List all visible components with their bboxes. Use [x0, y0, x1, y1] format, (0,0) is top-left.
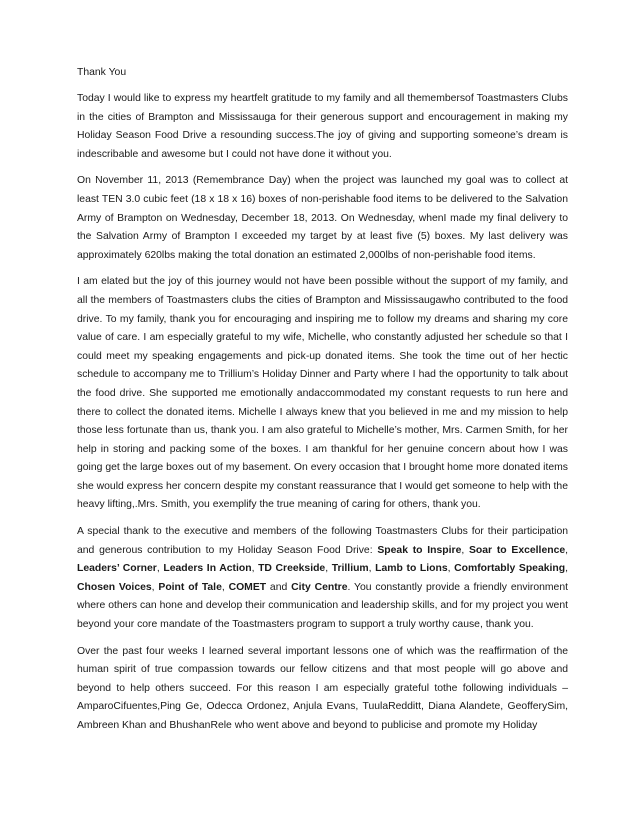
club-name: COMET — [228, 581, 267, 593]
paragraph-gratitude: Today I would like to express my heartfelt gratitude to my family and all themembersof Toastmasters Clubs in the cities of Brampton and Mississauga for their generous support and encouragement in making my Holiday Season Food Drive a resounding success.The joy of giving and supporting someone’s dream is indescribable and awesome but I could not have done it without you. — [77, 93, 568, 160]
club-name: Soar to Excellence — [469, 544, 566, 556]
club-thanks-intro: A special thank to the executive and members of the following Toastmasters Clubs for their participation and generous contribution to my Holiday Season Food Drive: — [77, 526, 568, 556]
letter-title: Thank You — [77, 67, 127, 78]
club-thanks-outro: . You constantly provide a friendly environment where others can hone and develop their communication and leadership skills, and for my project you went beyond your core mandate of the Toastmasters program to support a truly worthy cause, thank you. — [77, 581, 568, 631]
club-name: Comfortably Speaking — [454, 563, 566, 575]
club-name: Point of Tale — [158, 581, 222, 593]
club-name: Chosen Voices — [77, 581, 152, 593]
paragraph-family-thanks: I am elated but the joy of this journey would not have been possible without the support of my family, and all the members of Toastmasters clubs the cities of Brampton and Mississaugawho contributed to the food drive. To my family, thank you for encouraging and inspiring me to follow my dreams and sharing my core value of care. I am especially grateful to my wife, Michelle, who constantly adjusted her schedule so that I could meet my speaking engagements and pick-up donated items. She took the time out of her hectic schedule to accompany me to Trillium’s Holiday Dinner and Party where I had the opportunity to talk about the food drive. She supported me emotionally andaccommodated my constant requests to run here and there to collect the donated items. Michelle I always knew that you believed in me and my mission to help those less fortunate than us, thank you. I am also grateful to Michelle’s mother, Mrs. Carmen Smith, for her help in storing and packing some of the boxes. I am thankful for her genuine concern about how I was going get the large boxes out of my basement. On every occasion that I brought home more donated items she would express her concern despite my constant reassurance that I would get someone to help with the heavy lifting,.Mrs. Smith, you exemplify the true meaning of caring for others, thank you. — [77, 276, 568, 511]
club-name: Lamb to Lions — [375, 563, 448, 575]
club-name: TD Creekside — [258, 563, 326, 575]
paragraph-club-thanks: A special thank to the executive and members of the following Toastmasters Clubs for their participation and generous contribution to my Holiday Season Food Drive: Speak to Inspire, Soar to Excellence, Leaders’ Corner, Leaders In Action, TD Creekside, Trillium, Lamb to Lions, Comfortably Speaking, Chosen Voices, Point of Tale, COMET and City Centre. You constantly provide a friendly environment where others can hone and develop their communication and leadership skills, and for my project you went beyond your core mandate of the Toastmasters program to support a truly worthy cause, thank you. — [77, 526, 569, 631]
club-name: Leaders’ Corner — [77, 563, 157, 575]
paragraph-project-goal: On November 11, 2013 (Remembrance Day) when the project was launched my goal was to collect at least TEN 3.0 cubic feet (18 x 18 x 16) boxes of non-perishable food items to be delivered to the Salvation Army of Brampton on Wednesday, December 18, 2013. On Wednesday, whenI made my final delivery to the Salvation Army of Brampton I exceeded my target by at least five (5) boxes. My last delivery was approximately 620lbs making the total donation an estimated 2,000lbs of non-perishable food items. — [77, 175, 568, 261]
club-name: City Centre — [291, 581, 348, 593]
paragraph-lessons: Over the past four weeks I learned several important lessons one of which was the reaffirmation of the human spirit of true compassion towards our fellow citizens and that most people will go above and beyond to help others succeed. For this reason I am especially grateful tothe following individuals – AmparoCifuentes,Ping Ge, Odecca Ordonez, Anjula Evans, TuulaRedditt, Diana Alandete, GeofferySim, Ambreen Khan and BhushanRele who went above and beyond to publicise and promote my Holiday — [77, 645, 568, 731]
club-name: Leaders In Action — [163, 563, 252, 575]
club-name: Speak to Inspire — [377, 544, 462, 556]
club-name: Trillium — [331, 563, 369, 575]
